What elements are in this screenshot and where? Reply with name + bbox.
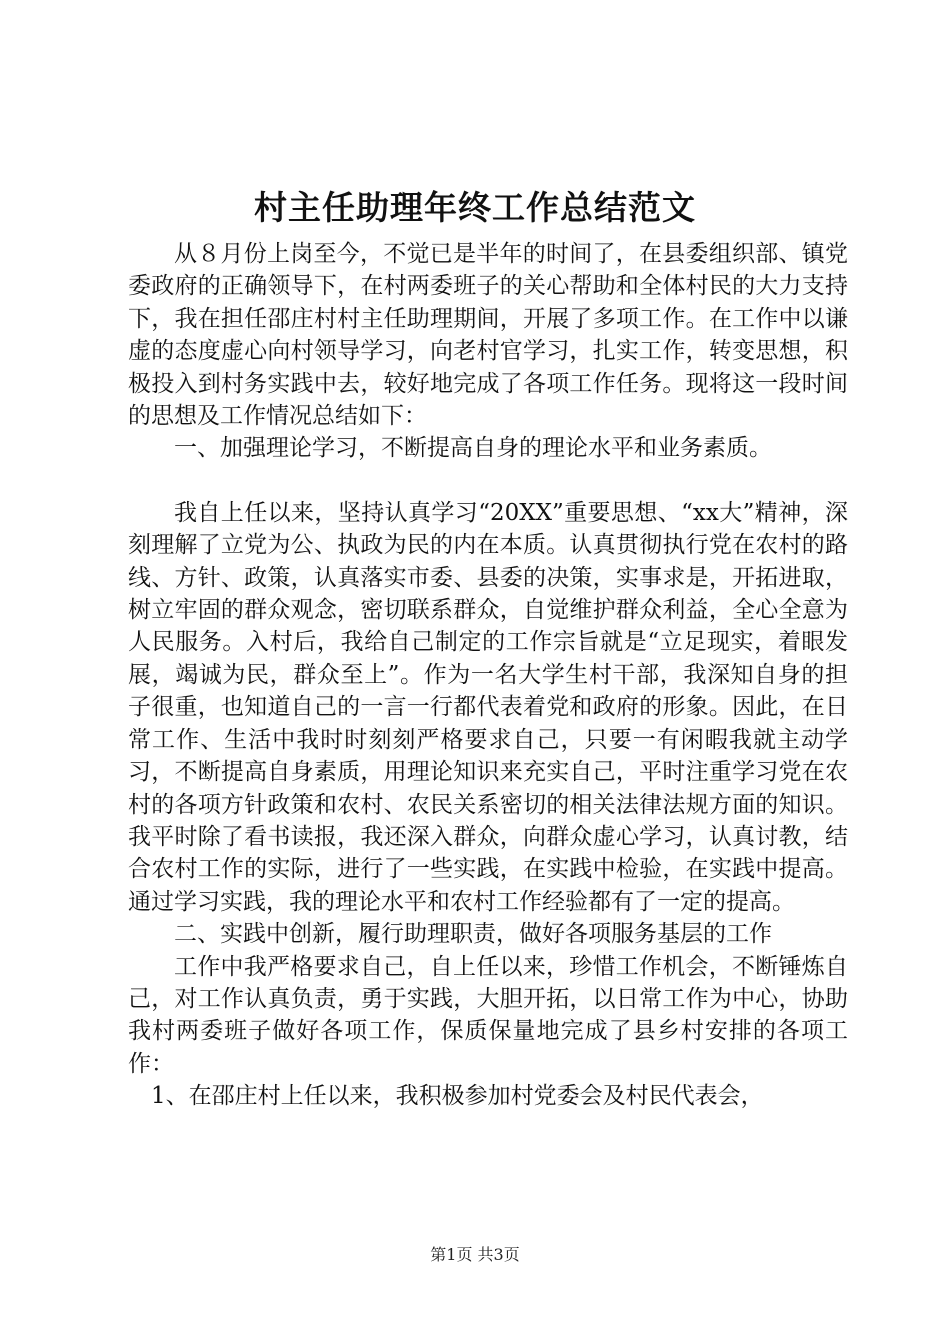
document-title: 村主任助理年终工作总结范文 [254, 188, 696, 227]
list-item-one: 1、在邵庄村上任以来，我积极参加村党委会及村民代表会， [151, 1083, 764, 1110]
paragraph-intro: 从８月份上岗至今，不觉已是半年的时间了，在县委组织部、镇党委政府的正确领导下，在村两委班子的关心帮助和全体村民的大力支持下，我在担任邵庄村村主任助理期间，开展了多项工作。在工作中以谦虚的态度虚心向村领导学习，向老村官学习，扎实工作，转变思想，积极投入到村务实践中去，较好地完成了各项工作任务。现将这一段时间的思想及工作情况总结如下： [128, 241, 848, 430]
blank-line [128, 465, 848, 497]
document-body [128, 238, 848, 1113]
paragraph-study: 我自上任以来，坚持认真学习“20XX”重要思想、“xx大”精神，深刻理解了立党为公、执政为民的内在本质。认真贯彻执行党在农村的路线、方针、政策，认真落实市委、县委的决策，实事求是，开拓进取，树立牢固的群众观念，密切联系群众，自觉维护群众利益，全心全意为人民服务。入村后，我给自己制定的工作宗旨就是“立足现实，着眼发展，竭诚为民，群众至上”。作为一名大学生村干部，我深知自身的担子很重，也知道自己的一言一行都代表着党和政府的形象。因此，在日常工作、生活中我时时刻刻严格要求自己，只要一有闲暇我就主动学习，不断提高自身素质，用理论知识来充实自己，平时注重学习党在农村的各项方针政策和农村、农民关系密切的相关法律法规方面的知识。我平时除了看书读报，我还深入群众，向群众虚心学习，认真讨教，结合农村工作的实际，进行了一些实践，在实践中检验，在实践中提高。通过学习实践，我的理论水平和农村工作经验都有了一定的提高。 [128, 499, 848, 915]
paragraph-work: 工作中我严格要求自己，自上任以来，珍惜工作机会，不断锤炼自己，对工作认真负责，勇于实践，大胆开拓，以日常工作为中心，协助我村两委班子做好各项工作，保质保量地完成了县乡村安排的各项工作： [128, 953, 848, 1077]
page-number-footer: 第1页 共3页 [430, 1245, 520, 1264]
heading-section-two: 二、实践中创新，履行助理职责，做好各项服务基层的工作 [174, 921, 772, 948]
heading-section-one: 一、加强理论学习，不断提高自身的理论水平和业务素质。 [174, 435, 772, 462]
